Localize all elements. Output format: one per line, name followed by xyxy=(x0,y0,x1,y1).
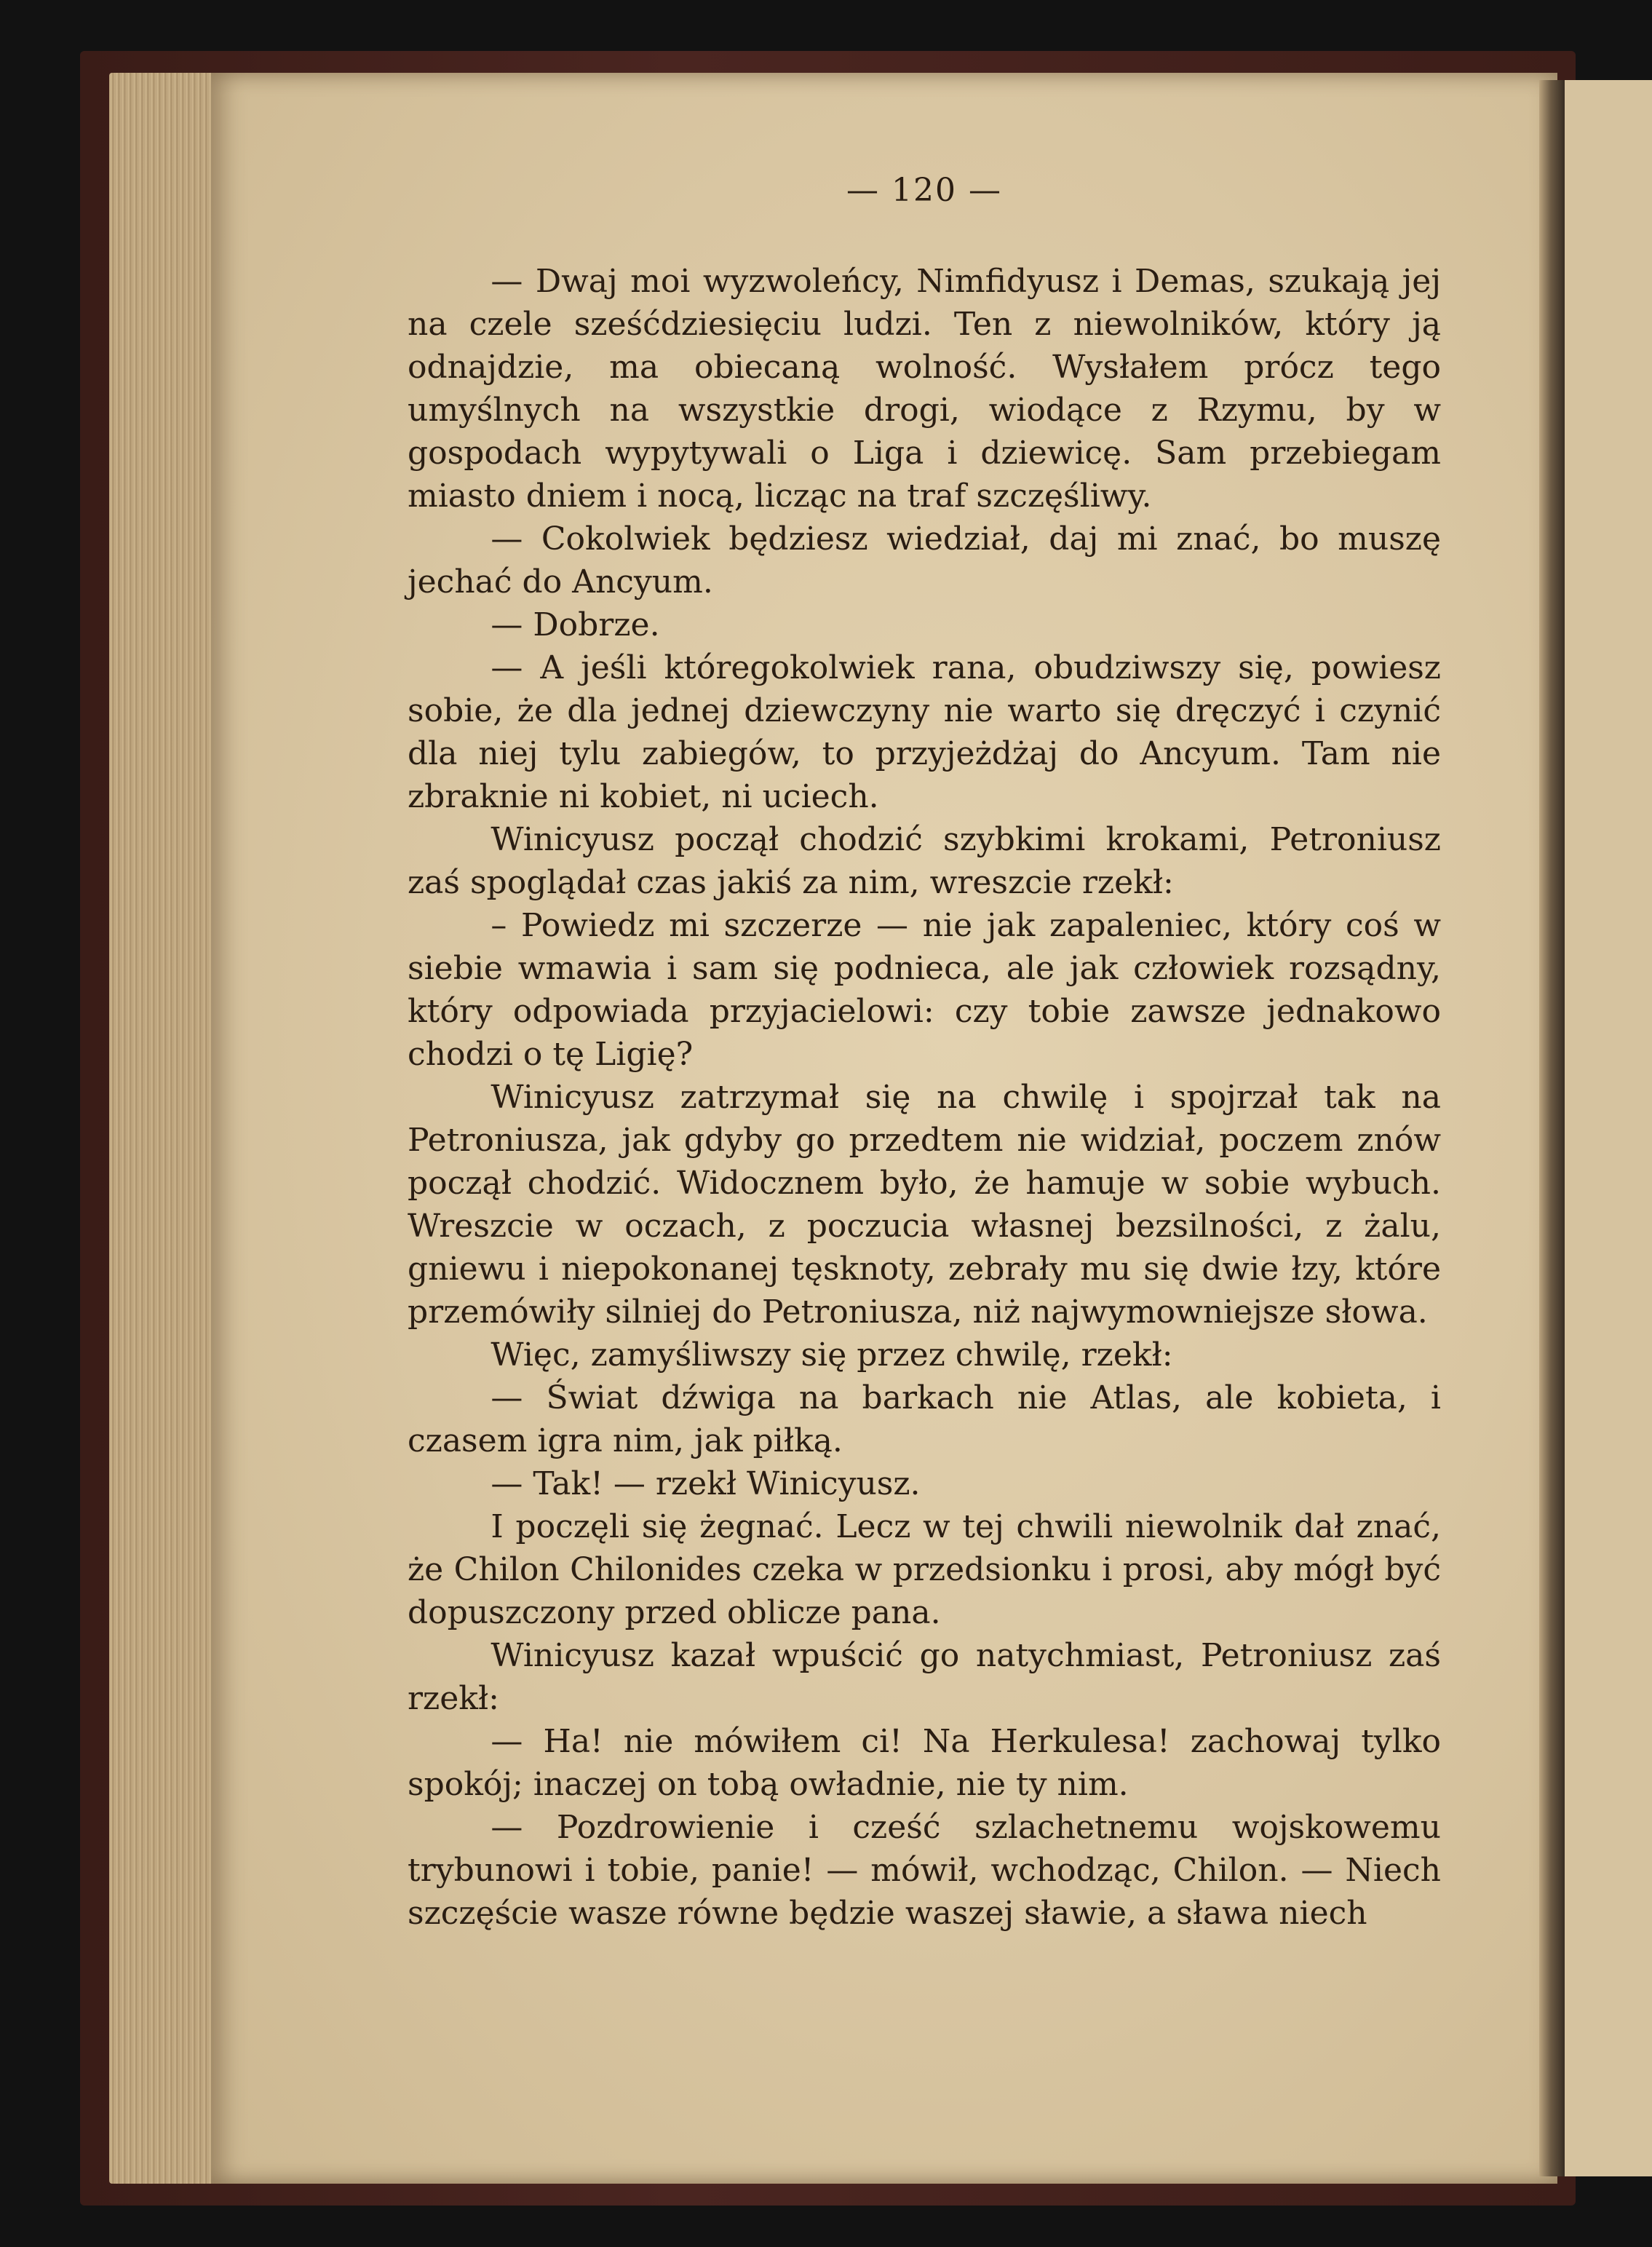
paragraph: Winicyusz kazał wpuścić go natychmiast, Petroniusz zaś rzekł: xyxy=(408,1637,1441,1717)
page-text xyxy=(408,169,1441,1935)
paragraph: I poczęli się żegnać. Lecz w tej chwili niewolnik dał znać, że Chilon Chilonides czeka w przedsionku i prosi, aby mógł być dopuszczony przed oblicze pana. xyxy=(408,1508,1441,1631)
paragraph: — A jeśli któregokolwiek rana, obudziwszy się, powiesz sobie, że dla jednej dziewczyny nie warto się dręczyć i czynić dla niej tylu zabiegów, to przyjeżdżaj do Ancyum. Tam nie zbraknie ni kobiet, ni uciech. xyxy=(408,649,1441,815)
paragraph: — Tak! — rzekł Winicyusz. xyxy=(491,1465,921,1502)
page-edges xyxy=(109,73,218,2184)
paragraph: Winicyusz począł chodzić szybkimi krokami, Petroniusz zaś spoglądał czas jakiś za nim, wreszcie rzekł: xyxy=(408,821,1441,901)
paragraph: — Dwaj moi wyzwoleńcy, Nimfidyusz i Demas, szukają jej na czele sześćdziesięciu ludzi. Ten z niewolników, który ją odnajdzie, ma obiecaną wolność. Wysłałem prócz tego umyślnych na wszystkie drogi, wiodące z Rzymu, by w gospodach wypytywali o Liga i dziewicę. Sam przebiegam miasto dniem i nocą, licząc na traf szczęśliwy. xyxy=(408,263,1441,515)
paragraph: Winicyusz zatrzymał się na chwilę i spojrzał tak na Petroniusza, jak gdyby go przedtem nie widział, poczem znów począł chodzić. Widocznem było, że hamuje w sobie wybuch. Wreszcie w oczach, z poczucia własnej bezsilności, z żalu, gniewu i niepokonanej tęsknoty, zebrały mu się dwie łzy, które przemówiły silniej do Petroniusza, niż najwymowniejsze słowa. xyxy=(408,1079,1441,1331)
paragraph: — Cokolwiek będziesz wiedział, daj mi znać, bo muszę jechać do Ancyum. xyxy=(408,520,1441,601)
paragraph: — Świat dźwiga na barkach nie Atlas, ale kobieta, i czasem igra nim, jak piłką. xyxy=(408,1379,1441,1459)
paragraph: – Powiedz mi szczerze — nie jak zapaleniec, który coś w siebie wmawia i sam się podnieca, ale jak człowiek rozsądny, który odpowiada przyjacielowi: czy tobie zawsze jednakowo chodzi o tę Ligię? xyxy=(408,907,1441,1073)
paragraph: — Ha! nie mówiłem ci! Na Herkulesa! zachowaj tylko spokój; inaczej on tobą owładnie, nie ty nim. xyxy=(408,1723,1441,1803)
facing-page-edge xyxy=(1565,80,1652,2176)
paragraph: — Pozdrowienie i cześć szlachetnemu wojskowemu trybunowi i tobie, panie! — mówił, wchodząc, Chilon. — Niech szczęście wasze równe będzie waszej sławie, a sława niech xyxy=(408,1809,1441,1932)
book-gutter xyxy=(1539,80,1568,2176)
paragraph: Więc, zamyśliwszy się przez chwilę, rzekł: xyxy=(491,1336,1173,1374)
paragraph: — Dobrze. xyxy=(491,606,660,643)
page-number: — 120 — xyxy=(846,172,1002,209)
